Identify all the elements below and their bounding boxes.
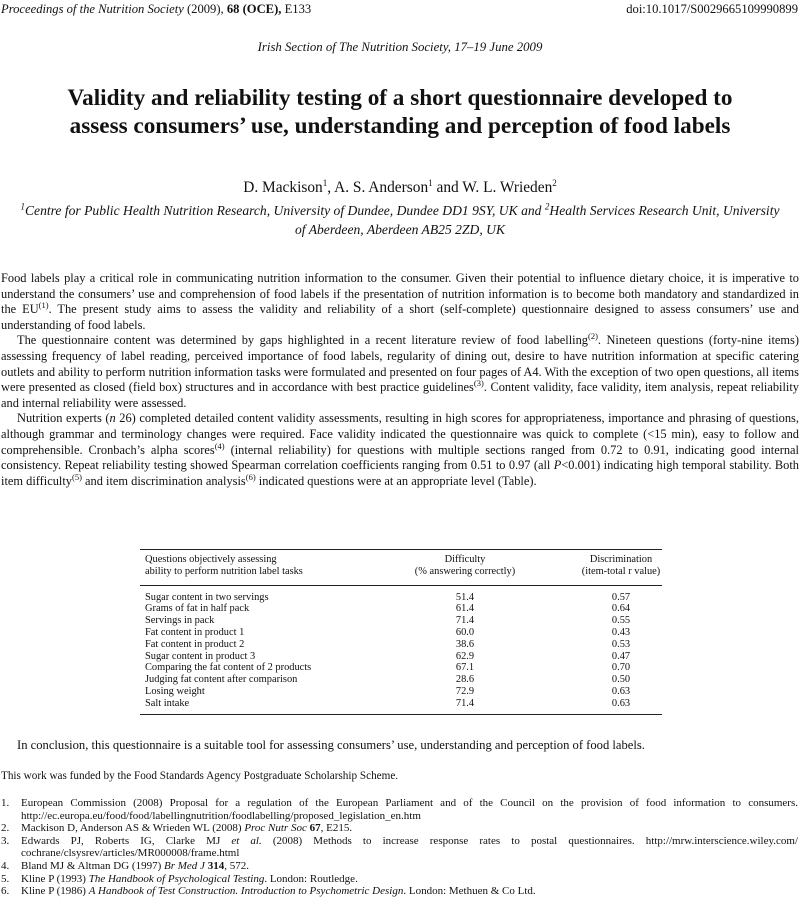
cell-question: Grams of fat in half pack	[145, 603, 250, 615]
paragraph-text: (internal reliability) for questions with multiple sections ranged from 0.72 to 0.91, indicating good internal consistency. Repeat reliability testing showed Spearman correlation coefficients ranging from 0.51 to 0.97 (all	[1, 442, 799, 473]
table-row	[140, 686, 662, 698]
reference-text[interactable]	[21, 835, 798, 860]
cell-question: Sugar content in two servings	[145, 591, 269, 603]
reference-item	[1, 797, 798, 822]
header-text: Difficulty	[444, 554, 486, 565]
citation-ref[interactable]: (4)	[214, 440, 225, 451]
reference-journal: Proc Nutr Soc	[244, 822, 307, 835]
cell-difficulty: 60.0	[455, 626, 475, 638]
reference-text[interactable]: European Commission (2008) Proposal for a regulation of the European Parliament and of the Council on the provision of food information to consumers. http://ec.europa.eu/food/food/labellingnutrition/foodlabelling/proposed_legislation_en.htm	[21, 797, 798, 822]
reference-journal: Br Med J	[164, 859, 205, 872]
paragraph-intro	[1, 271, 799, 333]
reference-number: 5.	[1, 872, 10, 885]
reference-text	[21, 822, 798, 835]
cell-discrimination: 0.53	[611, 638, 631, 650]
italic-symbol: n	[109, 411, 116, 426]
paragraph-text: The questionnaire content was determined by gaps highlighted in a recent literature review of food labelling	[17, 333, 588, 348]
cell-difficulty: 71.4	[455, 697, 475, 709]
table-row	[140, 615, 662, 627]
cell-discrimination: 0.63	[611, 697, 631, 709]
reference-authors: Kline P (1993)	[21, 872, 89, 885]
paragraph-text: . The present study aims to assess the validity and reliability of a short (self-complete) questionnaire designed to assess consumers’ use and understanding of food labels.	[1, 302, 799, 332]
cell-difficulty: 51.4	[455, 591, 475, 603]
abstract-body	[1, 271, 799, 489]
header-difficulty	[380, 554, 550, 579]
reference-text	[21, 873, 798, 886]
table-row	[140, 651, 662, 663]
cell-question: Losing weight	[145, 685, 205, 697]
paragraph-text: 26) completed detailed content validity assessments, resulting in high scores for appropriateness, importance and phrasing of questions, although grammar and terminology changes were required. Face validity indicated the questionnaire was quick to complete (<15 min), easy to follow and comprehensible. Cronbach’s alpha scores	[1, 411, 799, 457]
reference-title: (2008) Methods to increase response rates to postal questionnaires. http://mrw.interscience.wiley.com/ cochrane/clsysrev/articles/MR000008/frame.html	[21, 834, 798, 860]
paragraph-text: Nutrition experts (	[17, 411, 110, 426]
reference-publisher: . London: Routledge.	[264, 872, 358, 885]
funding-statement: This work was funded by the Food Standards Agency Postgraduate Scholarship Scheme.	[1, 770, 399, 782]
table-body	[140, 586, 662, 714]
cell-difficulty: 61.4	[455, 603, 475, 615]
author-mackison: D. Mackison	[243, 179, 323, 196]
cell-difficulty: 28.6	[455, 674, 475, 686]
paragraph-methods	[1, 333, 799, 411]
header-discrimination	[550, 554, 662, 579]
reference-pages: , E215.	[320, 822, 353, 835]
citation-ref[interactable]: (2)	[588, 331, 598, 342]
affiliation-marker: 2	[544, 201, 550, 212]
paragraph-results	[1, 411, 799, 489]
table-row	[140, 592, 662, 604]
reference-number: 2.	[1, 822, 10, 835]
reference-publisher: . London: Methuen & Co Ltd.	[403, 885, 536, 898]
cell-question: Fat content in product 1	[145, 626, 245, 638]
citation-ref[interactable]: (5)	[72, 471, 82, 482]
cell-discrimination: 0.70	[611, 662, 631, 674]
cell-discrimination: 0.63	[611, 685, 631, 697]
table-row	[140, 603, 662, 615]
reference-volume: 314	[207, 859, 225, 872]
cell-question: Comparing the fat content of 2 products	[145, 662, 312, 674]
paragraph-text: Food labels play a critical role in communicating nutrition information to the consumer. Given their potential to influence dietary choice, it is imperative to understand the consumers’ use and comprehension of food labels if the presentation of nutrition information is to become both mandatory and standardized in the EU	[1, 271, 799, 317]
paragraph-text: <0.001) indicating high temporal stability. Both item difficulty	[1, 458, 799, 488]
header-text: Discrimination	[589, 554, 653, 565]
affiliation-marker: 1	[322, 177, 328, 188]
reference-etal: et al.	[231, 834, 262, 847]
cell-discrimination: 0.64	[611, 603, 631, 615]
cell-question: Salt intake	[145, 697, 190, 709]
running-head	[1, 2, 798, 18]
reference-authors: Bland MJ & Altman DG (1997)	[21, 859, 164, 872]
reference-list	[1, 797, 798, 898]
affiliation-marker: 2	[552, 177, 557, 188]
affiliation-aberdeen: Health Services Research Unit, University of Aberdeen, Aberdeen AB25 2ZD, UK	[294, 203, 780, 237]
cell-discrimination: 0.55	[611, 615, 631, 627]
table-row	[140, 662, 662, 674]
header-text: (% answering correctly)	[414, 566, 516, 578]
cell-discrimination: 0.43	[611, 626, 631, 638]
journal-citation	[1, 2, 311, 18]
author-wrieden: and W. L. Wrieden	[432, 179, 553, 196]
reference-book: The Handbook of Psychological Testing	[88, 872, 265, 885]
cell-difficulty: 62.9	[455, 650, 475, 662]
reference-number: 6.	[1, 885, 10, 898]
journal-name: Proceedings of the Nutrition Society	[1, 2, 184, 16]
conclusion: In conclusion, this questionnaire is a suitable tool for assessing consumers’ use, understanding and perception of food labels.	[17, 738, 645, 752]
citation-ref[interactable]: (3)	[473, 378, 484, 389]
cell-discrimination: 0.57	[611, 591, 631, 603]
reference-pages: , 572.	[224, 859, 249, 872]
cell-question: Sugar content in product 3	[145, 650, 256, 662]
reference-text	[21, 885, 798, 898]
table-row	[140, 639, 662, 651]
journal-year: (2009),	[186, 2, 224, 16]
title-line-2: assess consumers’ use, understanding and perception of food labels	[69, 113, 731, 139]
author-list	[0, 177, 800, 196]
reference-authors: Mackison D, Anderson AS & Wrieden WL (2008)	[21, 822, 245, 835]
reference-number: 1.	[1, 797, 10, 809]
meeting-name: Irish Section of The Nutrition Society, 17–19 June 2009	[257, 40, 543, 54]
paragraph-text: . Nineteen questions (forty-nine items) assessing frequency of label reading, perceived importance of food labels, regularity of dining out, desire to have nutrition information at specific catering outlets and ability to perform nutrition information tasks were formulated and presented on four pages of A4. With the exception of two open questions, all items were presented as closed (field box) structures and in accordance with best practice guidelines	[1, 333, 799, 395]
affiliation-marker: 1	[20, 201, 25, 212]
cell-discrimination: 0.47	[611, 650, 631, 662]
paragraph-text: . Content validity, face validity, item analysis, repeat reliability and internal reliability were assessed.	[1, 380, 799, 410]
cell-question: Fat content in product 2	[145, 638, 245, 650]
cell-discrimination: 0.50	[611, 674, 631, 686]
header-text: Questions objectively assessing	[145, 554, 277, 565]
affiliation-dundee: Centre for Public Health Nutrition Research, University of Dundee, Dundee DD1 9SY, UK and	[24, 203, 545, 218]
affiliation-marker: 1	[428, 177, 433, 188]
cell-difficulty: 72.9	[455, 685, 475, 697]
cell-difficulty: 67.1	[455, 662, 475, 674]
table-row	[140, 627, 662, 639]
reference-number: 3.	[1, 834, 10, 847]
author-anderson: , A. S. Anderson	[327, 179, 429, 196]
paragraph-text: and item discrimination analysis	[81, 473, 246, 488]
header-text: (item-total r value)	[581, 566, 661, 578]
header-text: ability to perform nutrition label tasks	[145, 566, 303, 578]
cell-question: Servings in pack	[145, 615, 215, 627]
citation-ref[interactable]: (6)	[245, 471, 256, 482]
cell-difficulty: 71.4	[455, 615, 475, 627]
journal-volume: 68 (OCE),	[226, 2, 282, 16]
reference-authors: Kline P (1986)	[21, 885, 89, 898]
table-header	[140, 550, 662, 585]
affiliations	[20, 202, 780, 239]
reference-item	[1, 885, 798, 898]
cell-question: Judging fat content after comparison	[145, 674, 298, 686]
citation-ref[interactable]: (1)	[38, 300, 49, 311]
reference-authors: Edwards PJ, Roberts IG, Clarke MJ	[21, 834, 232, 847]
reference-item	[1, 873, 798, 886]
reference-item	[1, 835, 798, 860]
cell-difficulty: 38.6	[455, 638, 475, 650]
reference-volume: 67	[309, 822, 321, 835]
header-question	[140, 554, 380, 579]
reference-item	[1, 860, 798, 873]
title-line-1: Validity and reliability testing of a short questionnaire developed to	[67, 85, 733, 111]
paragraph-text: indicated questions were at an appropriate level (Table).	[255, 473, 537, 488]
doi-link[interactable]: doi:10.1017/S0029665109990899	[626, 2, 798, 16]
reference-text	[21, 860, 798, 873]
journal-page: E133	[284, 2, 312, 16]
table-row	[140, 674, 662, 686]
article-title	[10, 84, 790, 140]
results-table	[140, 549, 662, 715]
reference-item	[1, 822, 798, 835]
reference-number: 4.	[1, 859, 10, 872]
reference-book: A Handbook of Test Construction. Introduction to Psychometric Design	[88, 885, 404, 898]
table-bottom-rule	[140, 714, 662, 715]
italic-symbol: P	[553, 458, 562, 473]
table-row	[140, 698, 662, 710]
